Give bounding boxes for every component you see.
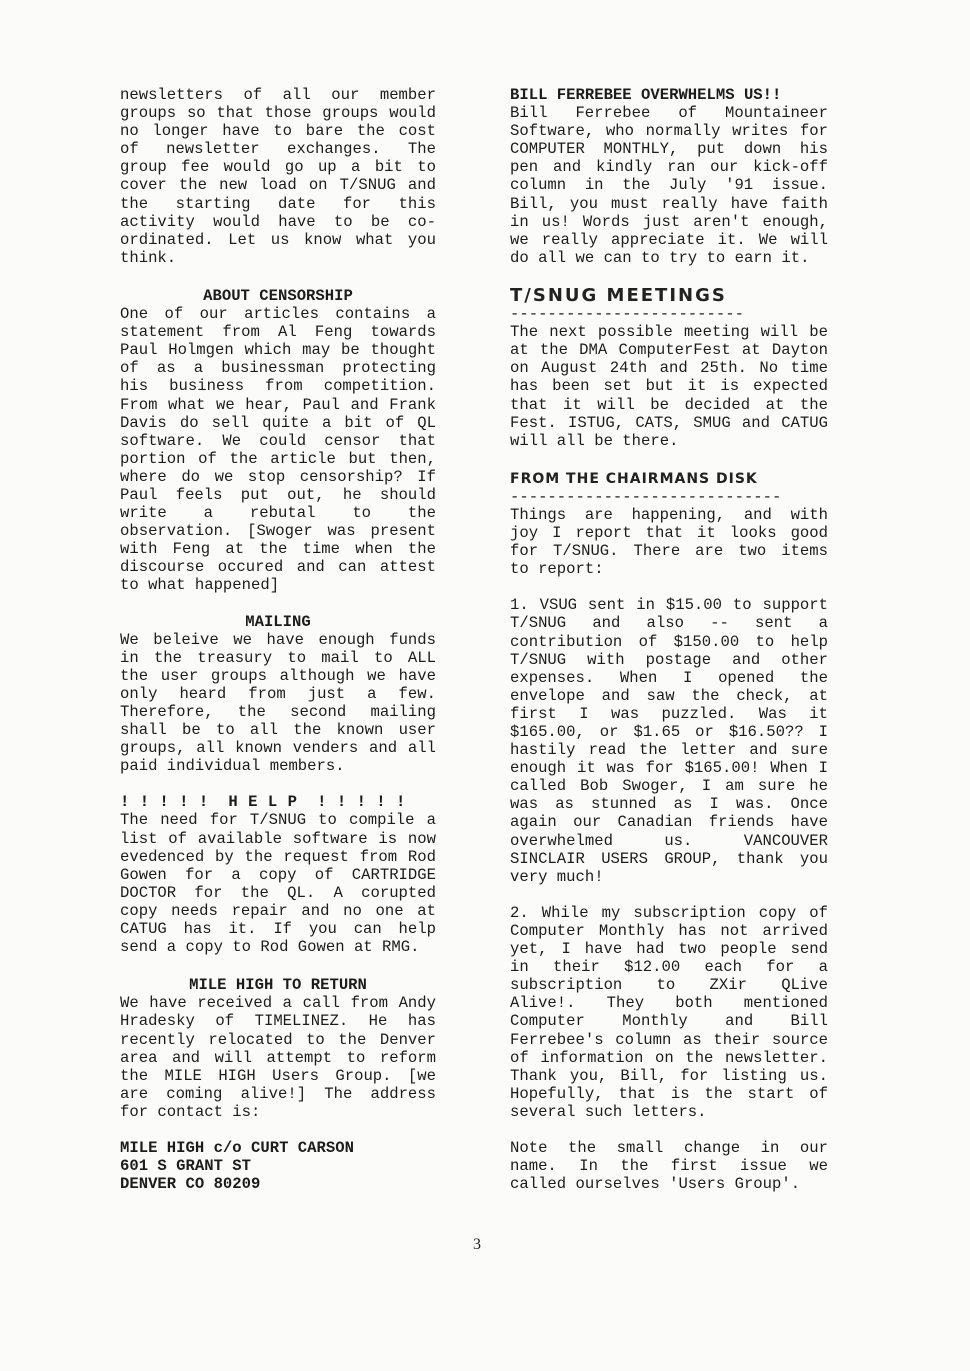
ferrebee-heading: BILL FERREBEE OVERWHELMS US!!: [510, 86, 782, 104]
page-number: 3: [473, 1236, 481, 1253]
address-line-3: DENVER CO 80209: [120, 1175, 261, 1194]
meetings-heading: T/SNUG MEETINGS: [510, 284, 727, 306]
chairman-intro: Things are happening, and with joy I report that it looks good for T/SNUG. There are two items to report:: [510, 505, 828, 579]
intro-paragraph: newsletters of all our member groups so that those groups would no longer have to bare the cost of newsletter exchanges. The group fee would go up a bit to cover the new load on T/SNUG and the starting date for this activity would have to be co-ordinated. Let us know what you think.: [120, 86, 436, 267]
censorship-heading: ABOUT CENSORSHIP: [203, 286, 353, 305]
chairman-item-2: 2. While my subscription copy of Computer Monthly has not arrived yet, I have had two people send in their $12.00 each for a subscription to ZXir QLive Alive!. They both mentioned Computer Monthly and Bill Ferrebee's column as their source of information on the newsletter. Thank you, Bill, for listing us. Hopefully, that is the start of several such letters.: [510, 903, 828, 1121]
mailing-body: We beleive we have enough funds in the treasury to mail to ALL the user groups although we have only heard from just a few. Therefore, the second mailing shall be to all the known user groups, all known venders and all paid individual members.: [120, 630, 436, 776]
ferrebee-body: Bill Ferrebee of Mountaineer Software, who normally writes for COMPUTER MONTHLY, put down his pen and kindly ran our kick-off column in the July '91 issue. Bill, you must really have faith in us! Words just aren't enough, we really appreciate it. We will do all we can to try to earn it.: [510, 104, 828, 267]
left-column: [120, 86, 436, 1193]
chairman-item-1: 1. VSUG sent in $15.00 to support T/SNUG and also -- sent a contribution of $150.00 to help T/SNUG with postage and other expenses. When I opened the envelope and saw the check, at first I was puzzled. Was it $165.00, or $1.65 or $16.50?? I hastily read the letter and sure enough it was for $165.00! When I called Bob Swoger, I am sure he was as stunned as I was. Once again our Canadian friends have overwhelmed us. VANCOUVER SINCLAIR USERS GROUP, thank you very much!: [510, 596, 828, 886]
address-line-1: MILE HIGH c/o CURT CARSON: [120, 1138, 354, 1157]
chairman-heading: FROM THE CHAIRMANS DISK: [510, 470, 758, 487]
censorship-body: One of our articles contains a statement from Al Feng towards Paul Holmgen which may be thought of as a businessman protecting his business from competition. From what we hear, Paul and Frank Davis do sell quite a bit of QL software. We could censor that portion of the article but then, where do we stop censorship? If Paul feels put out, he should write a rebutal to the observation. [Swoger was present with Feng at the time when the discourse occured and can attest to what happened]: [120, 305, 436, 595]
help-body: The need for T/SNUG to compile a list of available software is now evedenced by the request from Rod Gowen for a copy of CARTRIDGE DOCTOR for the QL. A corupted copy needs repair and no one at CATUG has it. If you can help send a copy to Rod Gowen at RMG.: [120, 811, 436, 957]
chairman-rule: -----------------------------: [510, 487, 782, 506]
mile-high-heading: MILE HIGH TO RETURN: [189, 976, 367, 995]
chairman-note: Note the small change in our name. In the first issue we called ourselves 'Users Group'.: [510, 1138, 828, 1194]
mailing-heading: MAILING: [245, 612, 311, 631]
right-column: [510, 86, 828, 1193]
help-heading: ! ! ! ! ! H E L P ! ! ! ! !: [120, 793, 406, 812]
meetings-rule: -------------------------: [510, 305, 744, 324]
address-line-2: 601 S GRANT ST: [120, 1157, 252, 1176]
mile-high-body: We have received a call from Andy Hradesky of TIMELINEZ. He has recently relocated to the Denver area and will attempt to reform the MILE HIGH Users Group. [we are coming alive!] The address for contact is:: [120, 994, 436, 1121]
meetings-body: The next possible meeting will be at the DMA ComputerFest at Dayton on August 24th and 25th. No time has been set but it is expected that it will be decided at the Fest. ISTUG, CATS, SMUG and CATUG will all be there.: [510, 323, 828, 450]
